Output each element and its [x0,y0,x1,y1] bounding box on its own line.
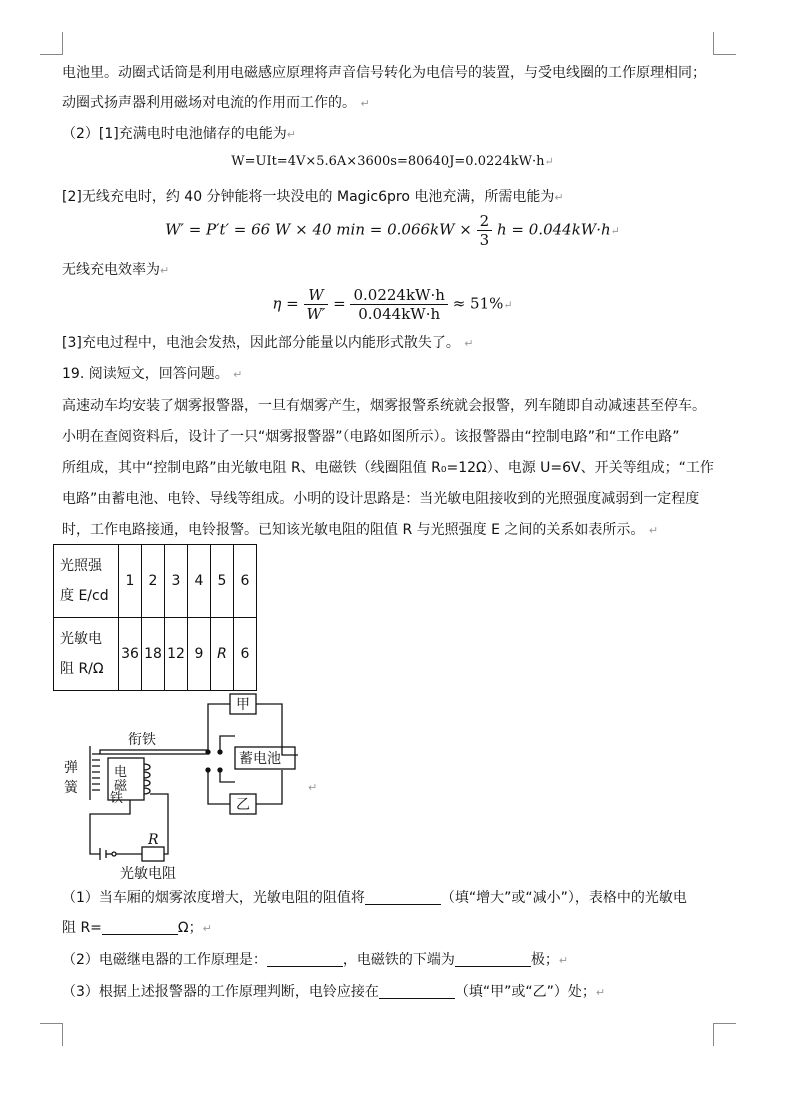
label-photoresistor: 光敏电阻 [120,866,176,882]
table-cell: 12 [165,618,188,691]
contact [218,750,222,754]
table-header-cell: 光敏电 阻 R/Ω [54,618,119,691]
equation-efficiency: η = $\frac{W}{W'}$ = $\frac{0.0224kW\cdot h}{0.044kW\cdot h}$ ≈ 51%↵ [272,286,513,323]
passage-line: 小明在查阅资料后，设计了一只“烟雾报警器”（电路如图所示）。该报警器由“控制电路”和“工作电路” [62,429,680,445]
light-resistance-table [53,544,257,691]
paragraph-line: 动圈式扬声器利用磁场对电流的作用而工作的。 ↵ [62,95,370,111]
table-cell: 5 [211,545,234,618]
label-electromagnet: 电 [114,765,128,780]
coil [144,764,150,794]
passage-line: 所组成，其中“控制电路”由光敏电阻 R、电磁铁（线圈阻值 R₀=12Ω）、电源 U=6V、开关等组成；“工作 [62,460,714,476]
passage-line: 电路”由蓄电池、电铃、导线等组成。小明的设计思路是：当光敏电阻接收到的光照强度减弱到一定程度 [62,491,700,507]
question-19-title: 19. 阅读短文，回答问题。 ↵ [62,366,243,382]
wire [208,704,230,752]
table-header-cell: 光照强 度 E/cd [54,545,119,618]
question-line: （2）电磁继电器的工作原理是： ，电磁铁的下端为 极；↵ [62,952,569,968]
wire [220,770,235,782]
wire [208,770,230,804]
contact [218,768,222,772]
label-jia: 甲 [236,697,250,713]
table-cell: 1 [119,545,142,618]
table-row [54,545,257,618]
fraction-energy-ratio: $\frac{0.0224kW\cdot h}{0.044kW\cdot h}$ [350,286,447,323]
label-battery: 蓄电池 [239,751,281,767]
photoresistor [142,847,164,861]
label-r: R [148,832,159,848]
answer-line: （2）[1]充满电时电池储存的电能为↵ [62,126,296,142]
table-cell: 9 [188,618,211,691]
answer-line: [2]无线充电时，约 40 分钟能将一块没电的 Magic6pro 电池充满，所需电能为↵ [62,189,564,205]
label-electromagnet: 磁 [114,779,128,794]
crop-mark-top-left [40,32,63,55]
table-cell: 6 [234,545,257,618]
equation-wireless-energy: W′ = P′t′ = 66 W × 40 min = 0.066kW × $\frac{2}{3}$ h = 0.044kW·h↵ [165,212,620,249]
table-cell: 18 [142,618,165,691]
label-electromagnet: 铁 [110,791,124,806]
answer-line: 无线充电效率为↵ [62,262,170,278]
question-line: 阻 R= Ω；↵ [62,920,212,936]
wire [90,800,130,854]
label-yi: 乙 [236,797,250,813]
label-armature: 衔铁 [128,732,156,748]
passage-line: 时，工作电路接通，电铃报警。已知该光敏电阻的阻值 R 与光照强度 E 之间的关系如表所示。 ↵ [62,522,659,538]
label-spring: 弹 [64,760,78,776]
table-cell: 2 [142,545,165,618]
answer-blank[interactable] [455,952,531,967]
switch [112,852,116,856]
contact [206,768,210,772]
crop-mark-bottom-left [40,1023,63,1046]
label-spring: 簧 [64,780,78,796]
answer-blank[interactable] [102,920,178,935]
answer-blank[interactable] [365,890,441,905]
answer-blank[interactable] [267,952,343,967]
crop-mark-top-right [713,32,736,55]
question-line: （1）当车厢的烟雾浓度增大，光敏电阻的阻值将 （填“增大”或“减小”），表格中的光敏电 [62,890,687,906]
passage-line: 高速动车均安装了烟雾报警器，一旦有烟雾产生，烟雾报警系统就会报警，列车随即自动减速甚至停车。 [62,398,706,414]
paragraph-line: 电池里。动圈式话筒是利用电磁感应原理将声音信号转化为电信号的装置，与受电线圈的工作原理相同； [62,65,706,81]
wire [220,736,235,752]
armature [100,750,208,754]
paragraph-mark: ↵ [308,781,318,794]
table-cell: R [211,618,234,691]
fraction-two-thirds: $\frac{2}{3}$ [477,212,493,249]
spring [92,754,100,790]
equation-energy: W=UIt=4V×5.6A×3600s=80640J=0.0224kW·h↵ [231,154,554,169]
table-cell: 36 [119,618,142,691]
answer-line: [3]充电过程中，电池会发热，因此部分能量以内能形式散失了。 ↵ [62,335,474,351]
table-cell: 4 [188,545,211,618]
table-cell: 3 [165,545,188,618]
power-source [100,848,106,860]
table-cell: 6 [234,618,257,691]
circuit-diagram [60,692,330,882]
fraction-w-over-wprime: $\frac{W}{W'}$ [304,286,329,323]
table-row [54,618,257,691]
crop-mark-bottom-right [713,1023,736,1046]
question-line: （3）根据上述报警器的工作原理判断，电铃应接在 （填“甲”或“乙”）处；↵ [62,984,606,1000]
wire [256,770,282,804]
answer-blank[interactable] [379,984,455,999]
